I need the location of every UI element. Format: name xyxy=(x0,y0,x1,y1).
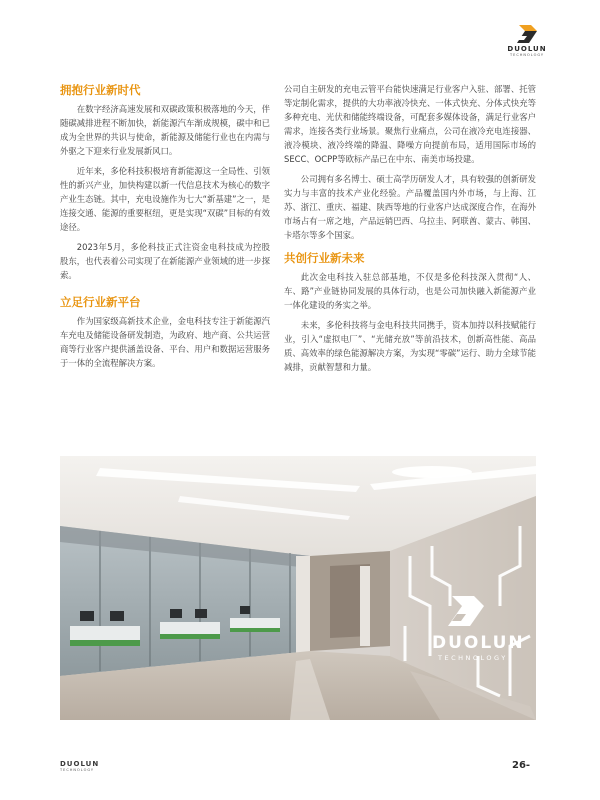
office-photo xyxy=(60,456,536,720)
paragraph: 此次金电科技入驻总部基地，不仅是多伦科技深入贯彻“人、车、路”产业链协同发展的具体行动，也是公司加快融入新能源产业一体化建设的务实之举。 xyxy=(284,272,536,310)
paragraph: 2023年5月，多伦科技正式注资金电科技成为控股股东，也代表着公司实现了在新能源产业领域的进一步探索。 xyxy=(60,242,270,280)
wall-brand-text: DUOLUN xyxy=(432,633,525,653)
left-column xyxy=(60,82,270,376)
office-interior-illustration xyxy=(60,456,536,720)
paragraph: 公司自主研发的充电云管平台能快速满足行业客户入驻、部署、托管等定制化需求，提供的大功率液冷快充、一体式快充、分体式快充等多种充电、光伏和储能终端设备，可配套多媒体设备，满足行业客户需求，连接各类行业场景。聚焦行业痛点，公司在液冷充电连接器、液冷模块、液冷终端的降温、降噪方向提前布局，适用国际市场的SECC、OCPP等欧标产品已在中东、南美市场投建。 xyxy=(284,84,536,164)
paragraph: 近年来，多伦科技积极培育新能源这一全局性、引领性的新兴产业，加快构建以新一代信息技术为核心的数字产业生态链。其中，充电设施作为七大“新基建”之一，是连接交通、能源的重要枢纽，更是实现“双碳”目标的有效途径。 xyxy=(60,166,270,232)
footer-logo-subtitle: TECHNOLOGY xyxy=(60,768,95,772)
logo-wordmark: DUOLUN xyxy=(507,45,547,53)
section-title-embrace: 拥抱行业新时代 xyxy=(60,83,141,97)
page-number: 26- xyxy=(512,760,531,771)
brand-logo xyxy=(504,24,550,66)
paragraph: 未来，多伦科技将与金电科技共同携手，资本加持以科技赋能行业，引入“虚拟电厂”、“光储充放”等前沿技术，创新高性能、高品质、高效率的绿色能源解决方案，为实现“零碳”运行、助力全球节能减排，贡献智慧和力量。 xyxy=(284,320,536,372)
duolun-logo-icon xyxy=(515,24,539,44)
paragraph: 在数字经济高速发展和双碳政策积极落地的今天，伴随碳减排进程不断加快，新能源汽车渐成规模，碳中和已成为全世界的共识与使命，新能源及储能行业也在内需与外驱之下迎来行业发展新风口。 xyxy=(60,104,270,156)
footer-logo xyxy=(60,760,99,772)
right-column xyxy=(284,82,536,380)
section-title-platform: 立足行业新平台 xyxy=(60,295,141,309)
logo-subtitle: TECHNOLOGY xyxy=(509,53,545,57)
wall-brand-subtext: TECHNOLOGY xyxy=(438,654,508,662)
footer-logo-wordmark: DUOLUN xyxy=(60,760,100,768)
paragraph: 公司拥有多名博士、硕士高学历研发人才，具有较强的创新研发实力与丰富的技术产业化经验。产品覆盖国内外市场，与上海、江苏、浙江、重庆、福建、陕西等地的行业客户达成深度合作，在海外市场占有一席之地，产品远销巴西、乌拉圭、阿联酋、蒙古、韩国、卡塔尔等多个国家。 xyxy=(284,174,536,240)
paragraph: 作为国家级高新技术企业，金电科技专注于新能源汽车充电及储能设备研发制造，为政府、地产商、公共运营商等行业客户提供涵盖设备、平台、用户和数据运营服务于一体的全流程解决方案。 xyxy=(60,316,270,368)
section-title-future: 共创行业新未来 xyxy=(284,251,365,265)
